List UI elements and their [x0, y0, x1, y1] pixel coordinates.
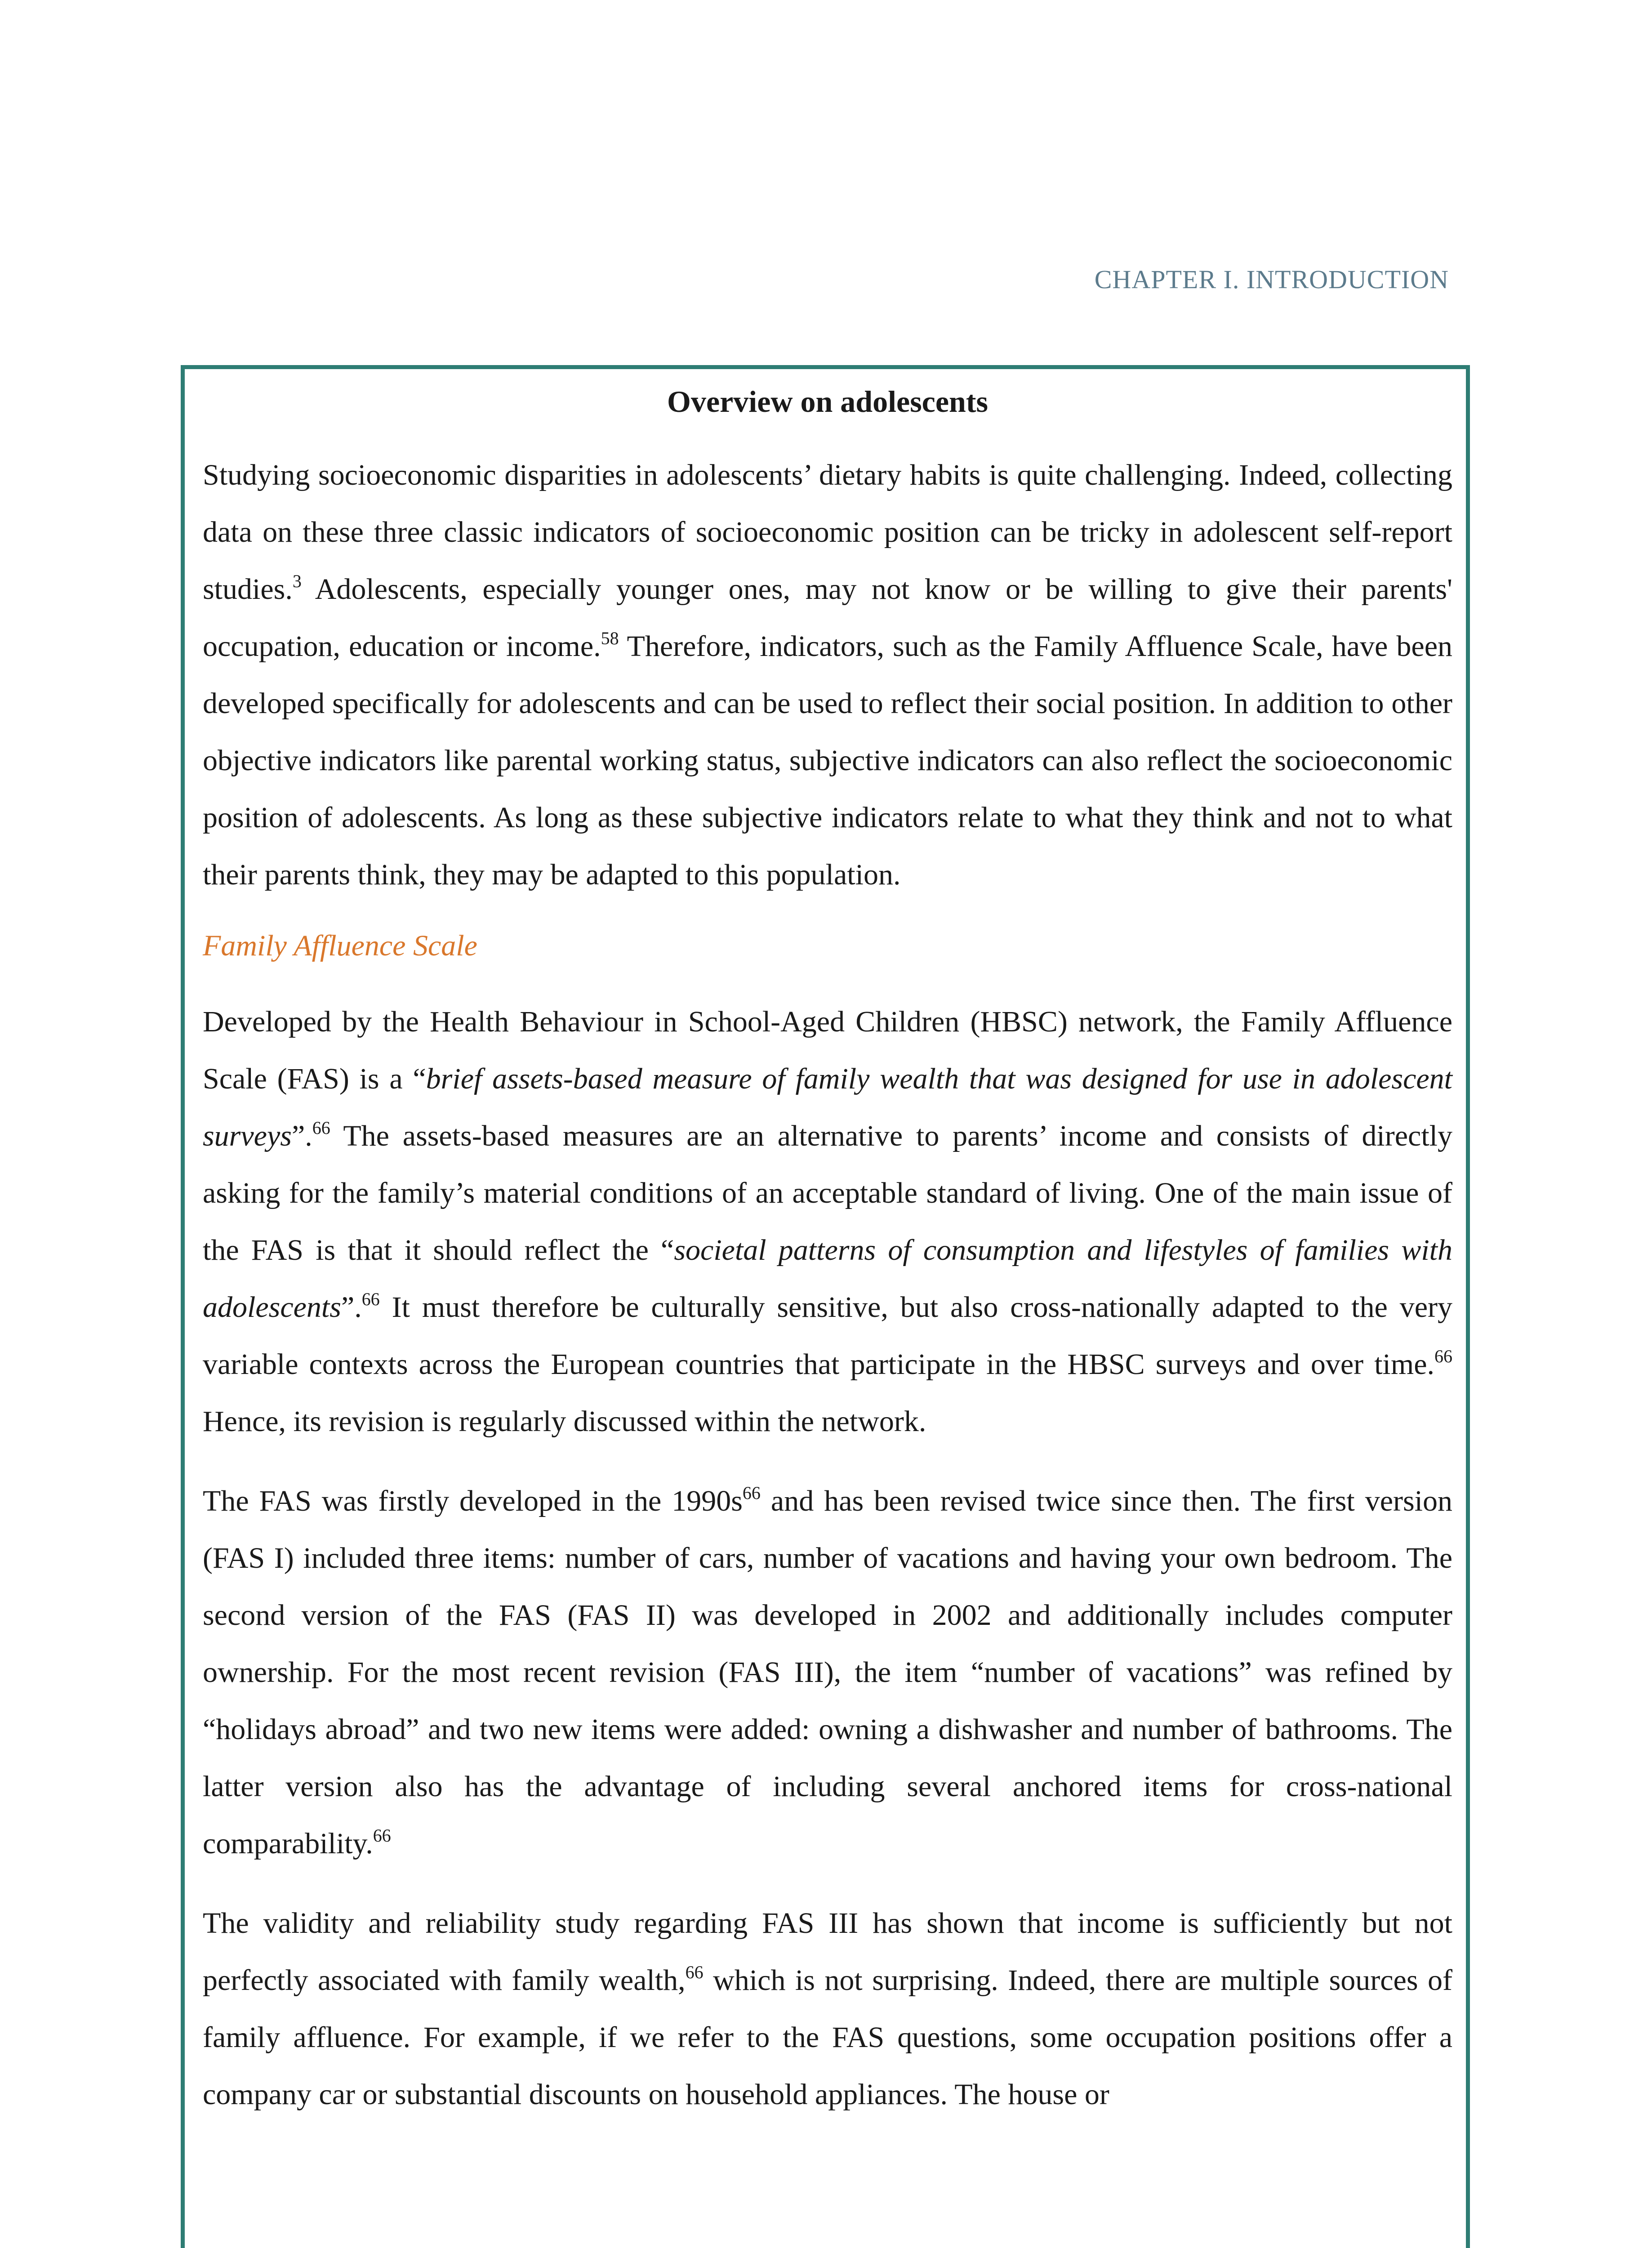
paragraph-1: Studying socioeconomic disparities in adolescents’ dietary habits is quite challenging. Indeed, collecting data on these three classic indicators of socioeconomic position can be tricky in adolescent self-report studies.$^3$ Adolescents, especially younger ones, may not know or be willing to give their parents' occupation, education or income.$^{58}$ Therefore, indicators, such as the Family Affluence Scale, have been developed specifically for adolescents and can be used to reflect their social position. In addition to other objective indicators like parental working status, subjective indicators can also reflect the socioeconomic position of adolescents. As long as these subjective indicators relate to what they think and not to what their parents think, they may be adapted to this population.: [203, 459, 1452, 891]
reference: 66: [685, 1962, 704, 1982]
paragraph-3: The FAS was firstly developed in the $1990s^{66}$ and has been revised twice since then. The first version (FAS I) included three items: number of cars, number of vacations and having your own bedroom. The second version of the FAS (FAS II) was developed in 2002 and additionally includes computer ownership. For the most recent revision (FAS III), the item “number of vacations” was refined by “holidays abroad” and two new items were added: owning a dishwasher and number of bathrooms. The latter version also has the advantage of including several anchored items for cross-national comparability.$^{66}$: [203, 1483, 1453, 1860]
overview-box: [181, 365, 1470, 2248]
section-subheading: Family Affluence Scale: [203, 929, 477, 962]
reference: 3: [292, 571, 302, 591]
reference: 66: [1434, 1346, 1452, 1366]
quotation: societal patterns of consumption and lifestyles of families with adolescents: [203, 1234, 1452, 1324]
running-header: CHAPTER I. INTRODUCTION: [1094, 265, 1449, 294]
paragraph-4: The validity and reliability study regarding FAS III has shown that income is sufficiently but not perfectly associated with family wealth,$^{66}$ which is not surprising. Indeed, there are multiple sources of family affluence. For example, if we refer to the FAS questions, some occupation positions offer a company car or substantial discounts on household appliances. The house or: [203, 1907, 1452, 2111]
quotation: brief assets-based measure of family wealth that was designed for use in adolescent surveys: [203, 1062, 1452, 1152]
reference: 66: [312, 1118, 330, 1138]
paragraph-2: Developed by the Health Behaviour in School-Aged Children (HBSC) network, the Family Affluence Scale (FAS) is a “brief assets-based measure of family wealth that was designed for use in adolescent surveys”.$^{66}$ The assets-based measures are an alternative to parents’ income and consists of directly asking for the family’s material conditions of an acceptable standard of living. One of the main issue of the FAS is that it should reflect the “societal patterns of consumption and lifestyles of families with adolescents”.$^{66}$ It must therefore be culturally sensitive, but also cross-nationally adapted to the very variable contexts across the European countries that participate in the HBSC surveys and over time.$^{66}$ Hence, its revision is regularly discussed within the network.: [203, 1005, 1452, 1438]
reference: 66: [373, 1825, 391, 1846]
reference: 58: [601, 628, 619, 648]
reference: 66: [742, 1483, 761, 1503]
reference: 66: [361, 1289, 380, 1309]
box-title: Overview on adolescents: [667, 384, 988, 419]
